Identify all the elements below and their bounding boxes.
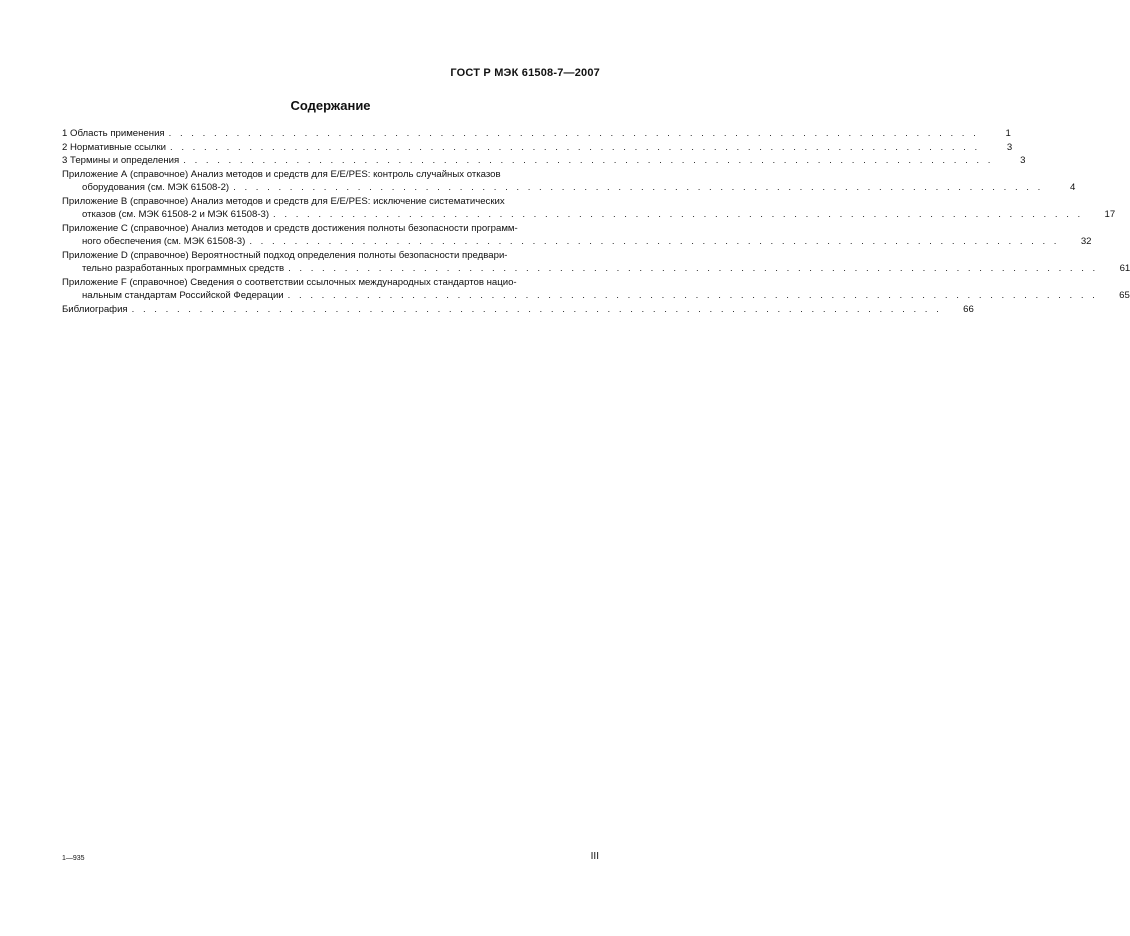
toc-entry-label: оборудования (см. МЭК 61508-2) xyxy=(82,182,230,193)
toc-entry-page: 66 xyxy=(963,303,974,315)
toc-entry-label: ного обеспечения (см. МЭК 61508-3) xyxy=(82,236,246,247)
toc-entry-label: Библиография xyxy=(62,303,128,315)
page-number: III xyxy=(590,851,599,862)
toc-entry-label-line1: Приложение А (справочное) Анализ методов и средств для E/E/PES: контроль случайных отказов xyxy=(62,168,501,180)
toc-entry-annex-c[interactable] xyxy=(62,222,1092,249)
toc-entry-page: 3 xyxy=(1020,155,1026,166)
toc-leader-dots: . . . . . . . . . . . . . . . . . . . . . . . . . . . . . . . . . . . . . . . . . . . . . . . . . . . . . . . . . . . . . . . . . . . . . . . . xyxy=(249,236,1060,247)
toc-entry-page: 65 xyxy=(1119,290,1130,301)
toc-leader-dots: . . . . . . . . . . . . . . . . . . . . . . . . . . . . . . . . . . . . . . . . . . . . . . . . . . . . . . . . . . . . . . . . . . . . . . . . xyxy=(183,155,994,166)
toc-entry-page: 4 xyxy=(1069,182,1076,193)
toc-entry-label: 3 Термины и определения xyxy=(62,155,180,166)
toc-entry-bibliography[interactable] xyxy=(62,303,974,317)
toc-entry-label: отказов (см. МЭК 61508-2 и МЭК 61508-3) xyxy=(82,209,270,220)
print-code: 1—935 xyxy=(62,855,85,862)
toc-entry-page: 3 xyxy=(1006,141,1013,153)
toc-leader-dots: . . . . . . . . . . . . . . . . . . . . . . . . . . . . . . . . . . . . . . . . . . . . . . . . . . . . . . . . . . . . . . . . . . . . . . . . xyxy=(168,128,979,139)
document-code: ГОСТ Р МЭК 61508-7—2007 xyxy=(450,67,600,79)
toc-entry-page: 32 xyxy=(1080,236,1092,247)
table-of-contents xyxy=(62,127,1130,316)
toc-entry-terms[interactable] xyxy=(62,154,1026,168)
toc-entry-scope[interactable] xyxy=(62,127,1011,141)
toc-entry-annex-a[interactable] xyxy=(62,168,1076,195)
toc-entry-annex-b[interactable] xyxy=(62,195,1116,222)
page-title: Содержание xyxy=(290,98,371,113)
toc-entry-annex-f[interactable] xyxy=(62,276,1130,303)
toc-entry-label-line1: Приложение С (справочное) Анализ методов и средств достижения полноты безопасности программ- xyxy=(62,222,518,234)
toc-leader-dots: . . . . . . . . . . . . . . . . . . . . . . . . . . . . . . . . . . . . . . . . . . . . . . . . . . . . . . . . . . . . . . . . . . . . . . . . xyxy=(233,182,1044,193)
toc-entry-annex-d[interactable] xyxy=(62,249,1130,276)
toc-leader-dots: . . . . . . . . . . . . . . . . . . . . . . . . . . . . . . . . . . . . . . . . . . . . . . . . . . . . . . . . . . . . . . . . . . . . . . . . xyxy=(273,209,1084,220)
toc-leader-dots: . . . . . . . . . . . . . . . . . . . . . . . . . . . . . . . . . . . . . . . . . . . . . . . . . . . . . . . . . . . . . . . . . . . . . . . . xyxy=(287,290,1098,301)
toc-entry-label: тельно разработанных программных средств xyxy=(82,263,285,274)
toc-entry-label-line1: Приложение В (справочное) Анализ методов и средств для E/E/PES: исключение систематических xyxy=(62,195,505,207)
toc-leader-dots: . . . . . . . . . . . . . . . . . . . . . . . . . . . . . . . . . . . . . . . . . . . . . . . . . . . . . . . . . . . . . . . . . . . . . . . . xyxy=(288,263,1099,274)
toc-entry-page: 1 xyxy=(1005,128,1011,139)
toc-entry-normative-references[interactable] xyxy=(62,141,1013,155)
toc-entry-label: 2 Нормативные ссылки xyxy=(62,141,167,153)
toc-entry-page: 17 xyxy=(1104,209,1116,220)
toc-leader-dots: . . . . . . . . . . . . . . . . . . . . . . . . . . . . . . . . . . . . . . . . . . . . . . . . . . . . . . . . . . . . . . . . . . . . . . . . xyxy=(131,303,942,315)
toc-leader-dots: . . . . . . . . . . . . . . . . . . . . . . . . . . . . . . . . . . . . . . . . . . . . . . . . . . . . . . . . . . . . . . . . . . . . . . . . xyxy=(170,141,981,153)
toc-entry-label-line1: Приложение F (справочное) Сведения о соответствии ссылочных международных стандартов нацио- xyxy=(62,276,517,288)
toc-entry-label: нальным стандартам Российской Федерации xyxy=(82,290,284,301)
toc-entry-label: 1 Область применения xyxy=(62,128,165,139)
toc-entry-label-line1: Приложение D (справочное) Вероятностный подход определения полноты безопасности предвари- xyxy=(62,249,508,261)
toc-entry-page: 61 xyxy=(1119,263,1130,274)
